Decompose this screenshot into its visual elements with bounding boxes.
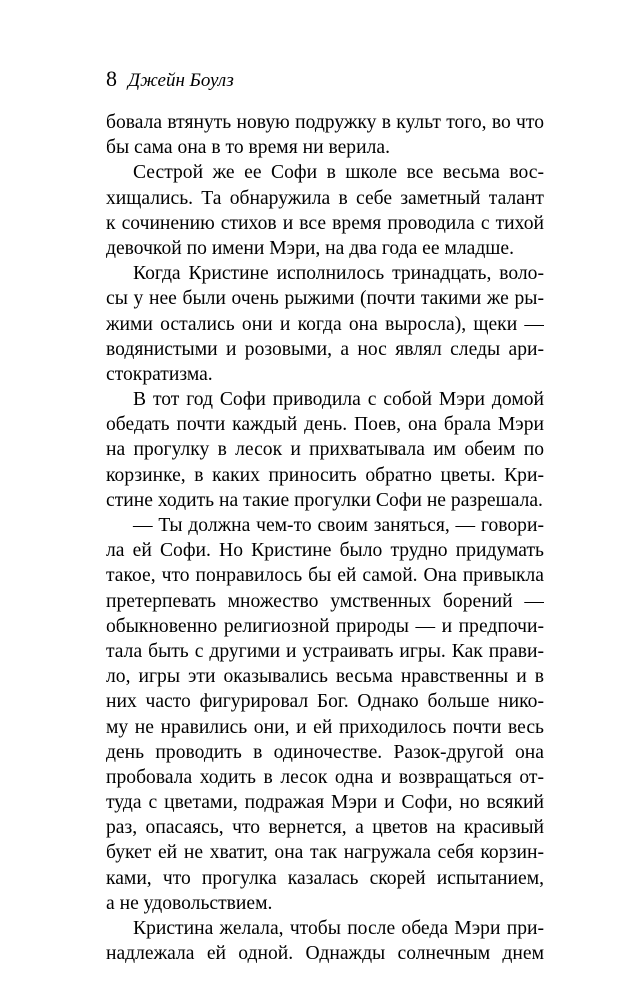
page-number: 8 <box>106 66 117 91</box>
text-line: сы у нее были очень рыжими (почти такими же ры- <box>106 288 544 310</box>
text-line: на прогулку в лесок и прихватывала им обеим по <box>106 439 544 461</box>
text-line: раз, опасаясь, что вернется, а цветов на красивый <box>106 817 544 839</box>
text-line: стократизма. <box>106 363 213 385</box>
book-author: Джейн Боулз <box>128 70 234 91</box>
text-line: — Ты должна чем-то своим заняться, — говори- <box>133 515 544 536</box>
paragraph <box>106 387 544 513</box>
text-line: бовала втянуть новую подружку в культ того, во что <box>106 112 544 133</box>
text-line: ло, игры эти оказывались весьма нравственны и в <box>106 666 544 688</box>
running-header <box>106 66 234 94</box>
text-line: а не удовольствием. <box>106 892 273 914</box>
text-line: обыкновенно религиозной природы — и предпочи- <box>106 615 544 637</box>
text-line: тала быть с другими и устраивать игры. Как прави- <box>106 640 544 662</box>
text-line: ками, что прогулка казалась скорей испытанием, <box>106 867 544 889</box>
text-line: В тот год Софи приводила с собой Мэри домой <box>133 389 544 411</box>
text-line: Сестрой же ее Софи в школе все весьма вос- <box>133 162 544 184</box>
text-line: стине ходить на такие прогулки Софи не разрешала. <box>106 489 543 511</box>
text-line: корзинке, в каких приносить обратно цветы. Кри- <box>106 464 544 486</box>
text-line: девочкой по имени Мэри, на два года ее младше. <box>106 237 514 259</box>
paragraph <box>106 513 544 916</box>
text-line: ла ей Софи. Но Кристине было трудно придумать <box>106 540 544 562</box>
text-line: му не нравились они, и ей приходилось почти весь <box>106 716 544 738</box>
paragraph <box>106 916 544 966</box>
text-line: надлежала ей одной. Однажды солнечным днем <box>106 943 544 965</box>
text-line: день проводить в одиночестве. Разок-другой она <box>106 741 544 763</box>
text-line: обедать почти каждый день. Поев, она брала Мэри <box>106 414 544 436</box>
text-line: Когда Кристине исполнилось тринадцать, воло- <box>133 263 544 285</box>
text-line: Кристина желала, чтобы после обеда Мэри при- <box>133 918 544 939</box>
text-line: водянистыми и розовыми, а нос являл следы ари- <box>106 338 544 360</box>
text-line: пробовала ходить в лесок одна и возвращаться от- <box>106 766 544 788</box>
text-line: к сочинению стихов и все время проводила с тихой <box>106 212 544 234</box>
text-line: них часто фигурировал Бог. Однако больше нико- <box>106 691 544 713</box>
text-line: претерпевать множество умственных борений — <box>106 590 544 612</box>
paragraph <box>106 261 544 387</box>
paragraph <box>106 110 544 160</box>
text-line: туда с цветами, подражая Мэри и Софи, но всякий <box>106 792 544 814</box>
text-line: бы сама она в то время ни верила. <box>106 137 390 159</box>
text-line: букет ей не хватит, она так нагружала себя корзин- <box>106 842 544 864</box>
text-line: жими остались они и когда она выросла), щеки — <box>106 313 544 335</box>
text-line: такое, что понравилось бы ей самой. Она привыкла <box>106 565 544 587</box>
paragraph <box>106 160 544 261</box>
body-text <box>106 110 544 966</box>
text-line: хищались. Та обнаружила в себе заметный талант <box>106 187 544 209</box>
